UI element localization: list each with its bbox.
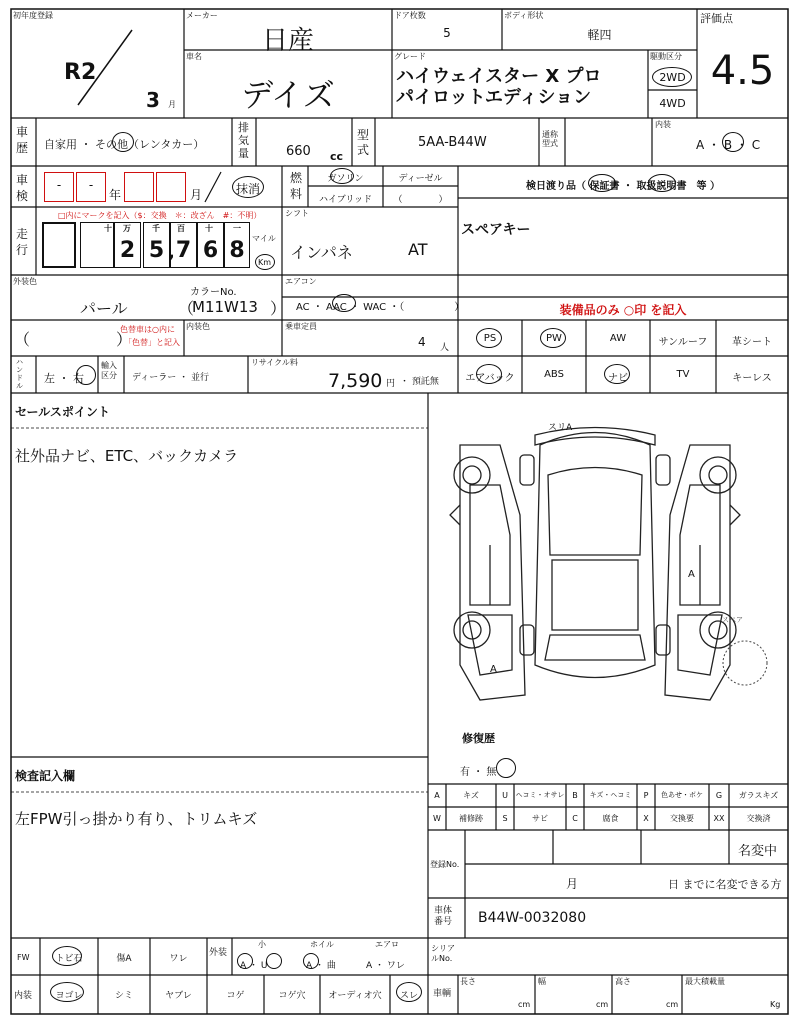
drive-4wd: 4WD — [659, 97, 686, 110]
exterior-color-value: パール — [80, 299, 128, 318]
fw-label: FW — [17, 953, 30, 962]
fuel-label: 燃料 — [290, 171, 303, 201]
drive-2wd: 2WD — [659, 71, 686, 84]
aero-options: A ・ ワレ — [366, 961, 405, 971]
doors-value: 5 — [443, 26, 451, 40]
displacement-label: 排気量 — [238, 121, 249, 160]
exterior-small-label: 外装 — [209, 948, 228, 958]
wheel-options: A ・ 曲 — [306, 961, 336, 971]
grade-label: グレード — [394, 52, 426, 61]
legend-replace-needed: 交換要 — [670, 814, 694, 823]
capacity-unit: 人 — [440, 343, 450, 353]
height-label: 高さ — [615, 977, 631, 986]
legend-code-b: B — [572, 791, 578, 800]
fuel-gasoline: ガソリン — [327, 174, 364, 184]
interior-burn-hole: コゲ穴 — [278, 991, 306, 1001]
capacity-value: 4 — [418, 335, 426, 349]
interior-burn: コゲ — [226, 991, 245, 1001]
odo-comma: , — [168, 242, 175, 263]
body-label: ボディ形状 — [504, 11, 544, 20]
equip-aw: AW — [609, 333, 627, 344]
repair-value: 有 ・ 無 — [460, 767, 497, 778]
color-change-note2: 「色替」と記入 — [124, 338, 180, 347]
interior-grade-b-circle — [722, 132, 744, 152]
inspection-text: 左FPW引っ掛かり有り、トリムキズ — [15, 810, 258, 828]
equip-pw: PW — [546, 333, 562, 344]
sales-title: セールスポイント — [15, 405, 110, 419]
doors-label: ドア枚数 — [394, 11, 426, 20]
capacity-label: 乗車定員 — [285, 322, 317, 331]
legend-code-u: U — [502, 791, 508, 800]
fw-crack: ワレ — [169, 954, 188, 964]
handle-label: ハンドル — [16, 358, 23, 390]
history-label: 車歴 — [16, 125, 29, 155]
odo-unit-4: 十 — [205, 224, 213, 233]
small-label: 小 — [258, 940, 266, 949]
interior-wear-circle — [396, 982, 422, 1002]
odo-unit-3: 百 — [177, 224, 185, 233]
interior-audio-hole: オーディオ穴 — [328, 991, 382, 1001]
car-name-label: 車名 — [186, 52, 202, 61]
odo-digit-2: 7 — [175, 238, 192, 263]
documents-value: 検日渡り品（ 保証書 ・ 取扱説明書 等 ） — [526, 181, 720, 192]
odo-digit-0: 2 — [119, 238, 136, 263]
legend-glass: ガラスキズ — [738, 791, 779, 800]
inspection-title: 検査記入欄 — [15, 769, 76, 783]
shift-type: AT — [408, 240, 428, 259]
registration-month: 月 — [566, 877, 579, 891]
odo-box-hundred-thousand — [42, 222, 76, 268]
repair-none-circle — [496, 758, 516, 778]
registration-day-note: 日 までに名変できる方 — [668, 878, 782, 891]
not-registered: 抹消 — [236, 182, 261, 196]
legend-code-s: S — [502, 814, 508, 823]
import-value: ディーラー ・ 並行 — [132, 373, 210, 383]
height-unit: cm — [666, 1000, 679, 1009]
equip-ps: PS — [483, 333, 497, 344]
small-a-circle — [237, 953, 253, 969]
serial-label: シリアルNo. — [431, 944, 455, 963]
inspection-box-4 — [156, 172, 186, 202]
odo-unit-0: 十 — [104, 224, 112, 233]
wheel-label: ホイル — [310, 940, 334, 949]
history-value: 自家用 ・ その他（レンタカー） — [44, 138, 205, 151]
fw-chip-circle — [52, 946, 82, 966]
drive-label: 駆動区分 — [650, 52, 682, 61]
handle-value: 左 ・ 右 — [44, 372, 84, 385]
vin-value: B44W-0032080 — [478, 910, 587, 926]
odo-unit-2: 千 — [152, 224, 160, 233]
km-circle — [255, 254, 275, 270]
small-u-circle — [266, 953, 282, 969]
exterior-color-label: 外装色 — [13, 277, 37, 286]
legend-code-a: A — [434, 791, 440, 800]
displacement-unit: cc — [330, 150, 344, 163]
equipment-title: 装備品のみ ○印 を記入 — [559, 303, 687, 317]
color-change-note1: 色替車は○内に — [120, 325, 175, 334]
interior-stain: シミ — [114, 991, 133, 1001]
km-unit: Km — [258, 258, 272, 267]
common-model-label: 通称型式 — [542, 130, 558, 148]
ac-options: AC ・ AAC ・ WAC ・（ ） — [296, 302, 465, 313]
interior-wear: スレ — [399, 991, 418, 1001]
aero-label: エアロ — [375, 940, 399, 949]
maker-label: メーカー — [186, 11, 218, 20]
maker-value: 日産 — [261, 26, 314, 56]
inspection-year-unit: 年 — [109, 188, 122, 202]
shift-position: インパネ — [290, 243, 353, 262]
manual-circle — [648, 174, 676, 192]
score-label: 評価点 — [700, 12, 733, 25]
interior-damage-label: 内装 — [14, 991, 33, 1001]
interior-dirt-circle — [50, 982, 84, 1002]
inspection-month-unit: 月 — [190, 188, 203, 202]
mark-left: A — [490, 664, 497, 675]
name-change-status: 名変中 — [738, 844, 778, 859]
vin-label: 車体番号 — [434, 906, 453, 927]
registration-label: 登録No. — [430, 860, 460, 869]
mark-right: A — [688, 569, 695, 580]
spare-key: スペアキー — [461, 222, 531, 238]
inspection-box-3 — [124, 172, 154, 202]
grade-line1: ハイウェイスター X プロ — [396, 66, 602, 87]
color-no-label: カラーNo. — [190, 287, 237, 298]
equip-ps-circle — [476, 328, 502, 348]
odo-digit-1: 5 — [148, 238, 165, 263]
interior-grade-label: 内装 — [655, 120, 671, 129]
width-label: 幅 — [538, 977, 546, 986]
equip-leather: 革シート — [732, 337, 772, 348]
car-name-value: デイズ — [241, 76, 335, 114]
fuel-hybrid: ハイブリッド — [318, 195, 372, 205]
legend-code-p: P — [643, 791, 649, 800]
small-options: A ・ U — [240, 961, 268, 971]
wheel-a-circle — [303, 953, 319, 969]
reg-month: 3 — [146, 88, 160, 112]
fuel-diesel: ディーゼル — [398, 174, 443, 184]
equip-navi-circle — [604, 364, 630, 384]
length-unit: cm — [518, 1000, 531, 1009]
score-value: 4.5 — [710, 48, 775, 94]
max-load-unit: Kg — [770, 1000, 781, 1009]
fuel-other: （ ） — [393, 195, 448, 205]
import-label: 輸入区分 — [101, 361, 117, 380]
odo-digit-4: 8 — [229, 238, 245, 263]
legend-repair-mark: 補修跡 — [459, 814, 483, 823]
inspection-date-label: 車検 — [16, 173, 29, 203]
legend-scratch: キズ — [463, 791, 479, 800]
legend-code-g: G — [715, 791, 723, 800]
first-reg-label: 初年度登録 — [13, 11, 53, 20]
equip-keyless: キーレス — [732, 373, 772, 384]
inspection-sheet: 初年度登録 R2 3 月 メーカー 日産 ドア枚数 5 ボディ形状 軽四 評価点 4.5 車名 デイズ グレード ハイウェイスター X プロ パイロットエディション 駆動区分 2WD 4WD 車歴 自家用 ・ その他（レンタカー） 排気量 660 cc 型式 5AA-B44W 通称型式 内装 A ・ B ・ C 車検 - - 年 月 抹消 燃料 ガソリン ディーゼル ハイブリッド （ ） 検日渡り品（ 保証書 ・ 取扱説明書 等 ） 走行 □内にマークを記入（$：交換 ＊：改ざん #：不明） 十 万 千 百 十 一 2 5 , 7 6 8 マイル Km シフト インパネ AT スペアキー 外装色 パール カラーNo. M11W13 （ ） エアコン AC ・ AAC ・ WAC ・（ ） 装備品のみ ○印 を記入 （ ） 色替車は○内に 「色替」と記入 内装色 乗車定員 4 人 PS PW AW サンルーフ 革シート エアバック ABS ナビ TV キーレス ハンドル 左 ・ 右 輸入区分 ディーラー ・ 並行 リサイクル料 7,590 円 ・ 預託無 セールスポイント 社外品ナビ、ETC、バックカメラ スリA A A スペア 修復歴 有 ・ 無 検査記入欄 左FPW引っ掛かり有り、トリムキズ A キズ U ヘコミ・オサレ B キズ・ヘコミ P 色あせ・ボケ G ガラスキズ W 補修跡 S サビ C 腐食 X 交換要 XX 交換済 登録No. 名変中 月 日 までに名変できる方 車体番号 B44W-0032080 FW トビ石 傷A ワレ 外装 小 ホイル エアロ A ・ U A ・ 曲 A ・ ワレ シリアルNo. 内装 ヨゴレ シミ ヤブレ コゲ コゲ穴 オーディオ穴 スレ 車輌 長さ cm 幅 cm 高さ cm 最大積載量 Kg — [0, 0, 800, 1024]
mark-top: スリA — [548, 423, 573, 433]
mileage-label: 走行 — [16, 227, 29, 257]
length-label: 長さ — [460, 977, 476, 986]
grade-line2: パイロットエディション — [396, 87, 592, 108]
recycle-deposit: ・ 預託無 — [400, 377, 439, 387]
ac-label: エアコン — [285, 277, 317, 286]
color-no-value: M11W13 — [192, 298, 258, 316]
handle-right-circle — [76, 365, 96, 385]
odo-unit-1: 万 — [123, 224, 131, 233]
body-value: 軽四 — [587, 28, 612, 42]
aac-circle — [332, 294, 356, 312]
warranty-circle — [588, 174, 616, 192]
legend-code-c: C — [572, 814, 578, 823]
interior-color-label: 内装色 — [186, 322, 210, 331]
odo-unit-5: 一 — [233, 224, 241, 233]
inspection-dash-2: - — [88, 178, 94, 192]
max-load-label: 最大積載量 — [685, 977, 725, 986]
legend-code-x: X — [643, 814, 649, 823]
mile-unit: マイル — [252, 234, 276, 243]
spare-label: スペア — [722, 616, 743, 624]
recycle-value: 7,590 — [328, 370, 383, 392]
fuel-gasoline-circle — [330, 168, 354, 184]
interior-dirt: ヨゴレ — [55, 991, 83, 1001]
dimension-label: 車輌 — [433, 989, 452, 999]
legend-corrosion: 腐食 — [602, 814, 619, 823]
legend-rust: サビ — [532, 814, 548, 823]
fw-scratch: 傷A — [116, 954, 132, 964]
displacement-value: 660 — [286, 144, 311, 159]
odo-digit-3: 6 — [202, 238, 219, 263]
sales-text: 社外品ナビ、ETC、バックカメラ — [15, 447, 239, 465]
recycle-label: リサイクル料 — [251, 358, 298, 367]
reg-era: R2 — [64, 60, 97, 85]
equip-pw-circle — [540, 328, 566, 348]
equip-airbag-circle — [476, 364, 502, 384]
mileage-note: □内にマークを記入（$：交換 ＊：改ざん #：不明） — [58, 211, 262, 220]
drive-2wd-circle — [652, 67, 692, 87]
inspection-dash-1: - — [56, 178, 62, 192]
equip-abs: ABS — [544, 369, 564, 380]
recycle-yen: 円 — [386, 379, 396, 389]
legend-replaced: 交換済 — [746, 814, 771, 823]
legend-scratch-dent: キズ・ヘコミ — [589, 791, 632, 799]
not-registered-circle — [232, 176, 264, 198]
legend-code-xx: XX — [713, 814, 725, 823]
equip-tv: TV — [676, 369, 690, 380]
interior-grade-value: A ・ B ・ C — [696, 138, 761, 152]
legend-code-w: W — [433, 814, 441, 823]
history-other-circle — [112, 132, 134, 152]
equip-sunroof: サンルーフ — [658, 337, 708, 348]
reg-month-unit: 月 — [168, 100, 176, 109]
interior-tear: ヤブレ — [165, 991, 192, 1001]
repair-title: 修復歴 — [462, 732, 495, 745]
legend-fade: 色あせ・ボケ — [661, 791, 703, 799]
fw-chip: トビ石 — [55, 954, 83, 964]
legend-dent: ヘコミ・オサレ — [515, 791, 565, 799]
width-unit: cm — [596, 1000, 609, 1009]
shift-label: シフト — [285, 209, 309, 218]
model-label: 型式 — [357, 128, 370, 157]
equip-navi: ナビ — [608, 373, 628, 384]
model-value: 5AA-B44W — [418, 135, 487, 150]
equip-airbag: エアバック — [465, 373, 515, 384]
